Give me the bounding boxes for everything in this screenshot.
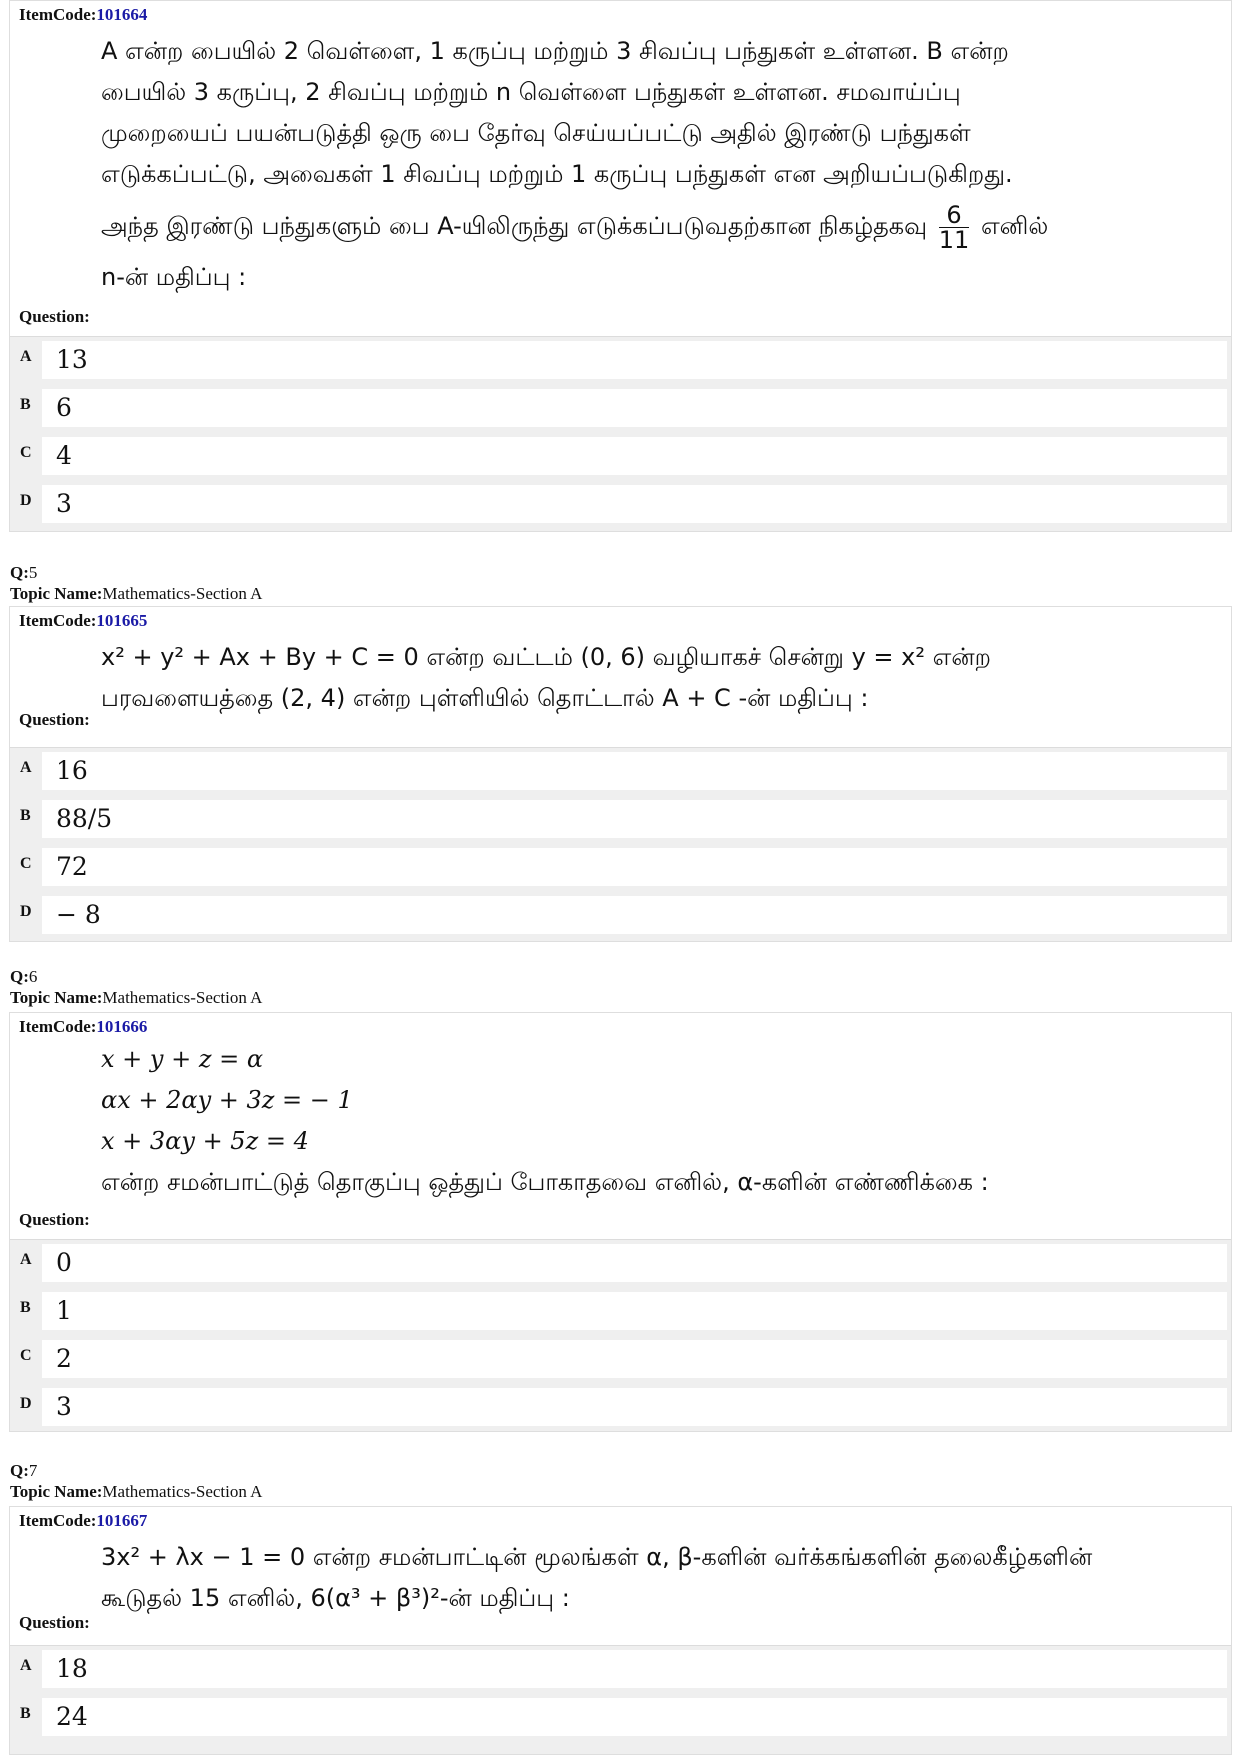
- item-code-value: 101667: [96, 1511, 148, 1530]
- item-code-value: 101664: [96, 5, 148, 24]
- option-letter: C: [20, 855, 32, 872]
- question-label: Question:: [19, 1613, 90, 1632]
- topic-label: Topic Name:: [10, 584, 103, 603]
- topic-name: Mathematics-Section A: [102, 584, 263, 603]
- option-letter: A: [20, 348, 32, 365]
- option-value: 72: [42, 848, 1227, 886]
- option-b[interactable]: [10, 797, 1231, 841]
- item-code-value: 101666: [96, 1017, 148, 1036]
- question-label: Question:: [19, 1210, 90, 1229]
- q-number-label: Q:: [10, 563, 29, 582]
- question-text: [101, 1039, 1219, 1203]
- question-header-q7: [10, 1460, 262, 1502]
- question-text: [101, 1537, 1219, 1619]
- question-label: Question:: [19, 710, 90, 729]
- q-number: 5: [28, 563, 38, 582]
- item-code-label: ItemCode:: [19, 611, 97, 630]
- question-line: பையில் 3 கருப்பு, 2 சிவப்பு மற்றும் n வெள்ளை பந்துகள் உள்ளன. சமவாய்ப்பு: [101, 78, 961, 106]
- fraction: [938, 200, 970, 254]
- question-card-q7: [9, 1506, 1232, 1755]
- option-letter: B: [20, 807, 31, 824]
- question-line: 3x² + λx − 1 = 0 என்ற சமன்பாட்டின் மூலங்கள் α, β-களின் வர்க்கங்களின் தலைகீழ்களின்: [101, 1543, 1093, 1571]
- option-value: 4: [42, 437, 1227, 475]
- option-value: 18: [42, 1650, 1227, 1688]
- topic-label: Topic Name:: [10, 1482, 103, 1501]
- option-letter: B: [20, 1299, 31, 1316]
- item-code-value: 101665: [96, 611, 148, 630]
- equation-2: αx + 2αy + 3z = − 1: [101, 1086, 353, 1114]
- item-code-label: ItemCode:: [19, 5, 97, 24]
- question-line: எடுக்கப்பட்டு, அவைகள் 1 சிவப்பு மற்றும் 1 கருப்பு பந்துகள் என அறியப்படுகிறது.: [101, 160, 1013, 188]
- option-c[interactable]: [10, 1337, 1231, 1381]
- option-d[interactable]: [10, 893, 1231, 937]
- question-label: Question:: [19, 307, 90, 326]
- fraction-denominator: 11: [938, 225, 970, 254]
- q-number: 7: [28, 1461, 38, 1480]
- option-letter: B: [20, 1705, 31, 1722]
- option-a[interactable]: [10, 338, 1231, 382]
- question-line-text: அந்த இரண்டு பந்துகளும் பை A-யிலிருந்து எடுக்கப்படுவதற்கான நிகழ்தகவு: [101, 212, 928, 240]
- option-letter: D: [20, 1395, 32, 1412]
- option-letter: C: [20, 1347, 32, 1364]
- option-value: 3: [42, 485, 1227, 523]
- q-number-label: Q:: [10, 1461, 29, 1480]
- option-letter: A: [20, 759, 32, 776]
- option-value: 2: [42, 1340, 1227, 1378]
- question-line: கூடுதல் 15 எனில், 6(α³ + β³)²-ன் மதிப்பு :: [101, 1584, 570, 1612]
- option-letter: D: [20, 903, 32, 920]
- option-value: 88/5: [42, 800, 1227, 838]
- question-line-text: எனில்: [980, 212, 1049, 240]
- option-letter: A: [20, 1657, 32, 1674]
- question-text: [101, 31, 1219, 298]
- item-code: [19, 1511, 147, 1531]
- q-number-label: Q:: [10, 967, 29, 986]
- topic-label: Topic Name:: [10, 988, 103, 1007]
- question-line: x² + y² + Ax + By + C = 0 என்ற வட்டம் (0, 6) வழியாகச் சென்று y = x² என்ற: [101, 643, 991, 671]
- question-line: என்ற சமன்பாட்டுத் தொகுப்பு ஒத்துப் போகாதவை எனில், α-களின் எண்ணிக்கை :: [101, 1168, 989, 1196]
- option-value: 24: [42, 1698, 1227, 1736]
- question-line: முறையைப் பயன்படுத்தி ஒரு பை தேர்வு செய்யப்பட்டு அதில் இரண்டு பந்துகள்: [101, 119, 971, 147]
- question-text: [101, 637, 1219, 719]
- question-line: [101, 195, 1219, 257]
- item-code-label: ItemCode:: [19, 1511, 97, 1530]
- option-letter: B: [20, 396, 31, 413]
- option-value: 1: [42, 1292, 1227, 1330]
- option-letter: C: [20, 444, 32, 461]
- option-value: 16: [42, 752, 1227, 790]
- question-line: n-ன் மதிப்பு :: [101, 263, 247, 291]
- equation-3: x + 3αy + 5z = 4: [101, 1127, 309, 1155]
- question-header-q6: [10, 966, 262, 1008]
- question-header-q5: [10, 562, 262, 604]
- topic-name: Mathematics-Section A: [102, 1482, 263, 1501]
- option-value: 6: [42, 389, 1227, 427]
- item-code-label: ItemCode:: [19, 1017, 97, 1036]
- topic-name: Mathematics-Section A: [102, 988, 263, 1007]
- option-a[interactable]: [10, 1647, 1231, 1691]
- question-line: A என்ற பையில் 2 வெள்ளை, 1 கருப்பு மற்றும் 3 சிவப்பு பந்துகள் உள்ளன. B என்ற: [101, 37, 1009, 65]
- question-card-q6: [9, 1012, 1232, 1432]
- option-value: 3: [42, 1388, 1227, 1426]
- item-code: [19, 611, 147, 631]
- option-b[interactable]: [10, 1695, 1231, 1739]
- option-d[interactable]: [10, 482, 1231, 526]
- question-card-q4: [9, 0, 1232, 532]
- equation-1: x + y + z = α: [101, 1045, 264, 1073]
- option-c[interactable]: [10, 434, 1231, 478]
- option-value: 0: [42, 1244, 1227, 1282]
- option-a[interactable]: [10, 1241, 1231, 1285]
- option-letter: D: [20, 492, 32, 509]
- option-b[interactable]: [10, 386, 1231, 430]
- q-number: 6: [28, 967, 38, 986]
- option-value: 13: [42, 341, 1227, 379]
- option-b[interactable]: [10, 1289, 1231, 1333]
- option-value: − 8: [42, 896, 1227, 934]
- fraction-numerator: 6: [939, 203, 970, 228]
- question-card-q5: [9, 606, 1232, 942]
- item-code: [19, 1017, 147, 1037]
- question-line: பரவளையத்தை (2, 4) என்ற புள்ளியில் தொட்டால் A + C -ன் மதிப்பு :: [101, 684, 869, 712]
- option-c[interactable]: [10, 845, 1231, 889]
- option-a[interactable]: [10, 749, 1231, 793]
- option-d[interactable]: [10, 1385, 1231, 1429]
- option-letter: A: [20, 1251, 32, 1268]
- item-code: [19, 5, 147, 25]
